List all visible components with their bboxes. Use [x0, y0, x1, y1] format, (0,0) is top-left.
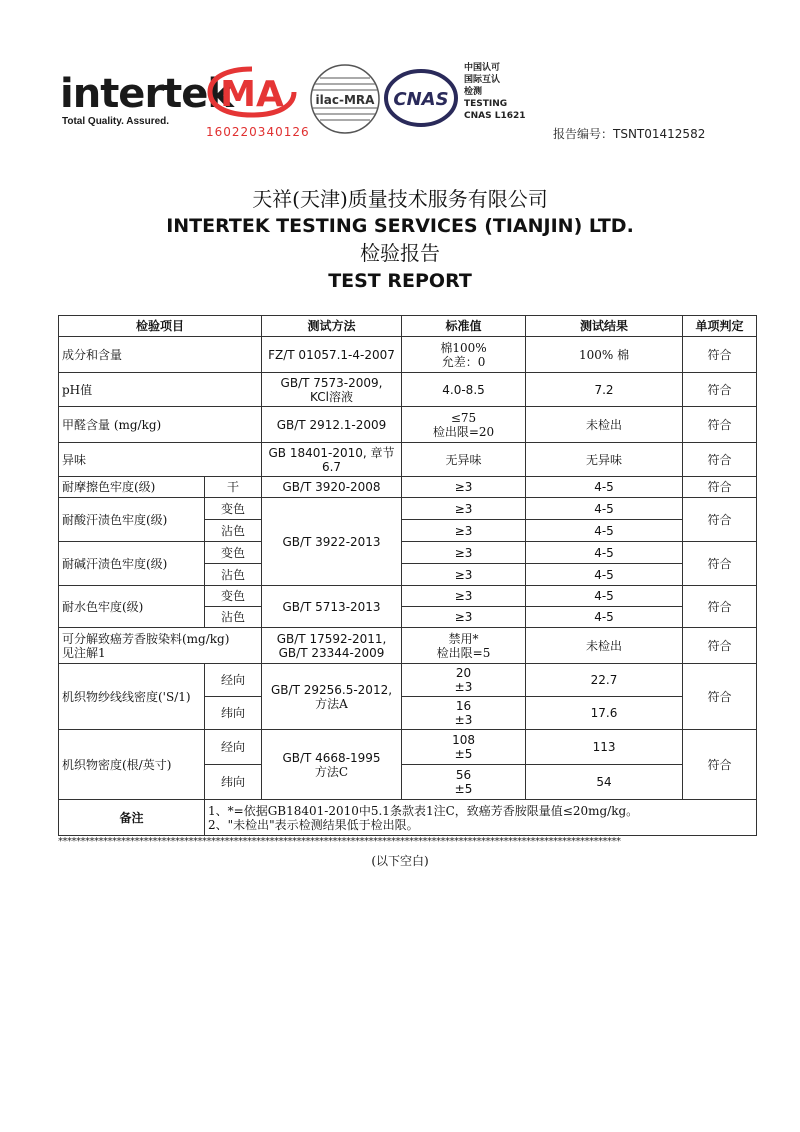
standard-cell: 4.0-8.5 [402, 373, 526, 407]
sub-item-cell: 沾色 [205, 607, 262, 628]
company-name-en: INTERTEK TESTING SERVICES (TIANJIN) LTD. [166, 215, 634, 237]
item-line: 见注解1 [62, 645, 106, 660]
item-cell: 异味 [59, 443, 262, 477]
standard-cell [402, 765, 526, 800]
method-line: GB/T 29256.5-2012, [271, 682, 393, 697]
standard-line: ±3 [454, 713, 473, 727]
verdict-cell: 符合 [683, 373, 757, 407]
standard-line: 检出限=20 [432, 424, 495, 439]
test-results-table [58, 315, 757, 836]
standard-line: 允差：0 [441, 354, 486, 369]
standard-cell: ≥3 [402, 607, 526, 628]
standard-cell: ≥3 [402, 520, 526, 542]
sub-item-cell: 纬向 [205, 697, 262, 730]
method-line: GB/T 7573-2009, [280, 375, 383, 390]
cnas-caption-line: TESTING [464, 99, 508, 109]
col-header-result: 测试结果 [526, 316, 683, 337]
standard-line: ≤75 [450, 410, 477, 425]
remarks-row [59, 800, 757, 836]
ma-logo [206, 66, 298, 118]
result-cell: 4-5 [526, 477, 683, 498]
standard-line: ±5 [454, 782, 473, 796]
remark-line: 2、"未检出"表示检测结果低于检出限。 [208, 817, 419, 832]
standard-line: 禁用* [448, 631, 479, 646]
item-cell: 耐碱汗渍色牢度(级) [59, 542, 205, 586]
result-cell: 7.2 [526, 373, 683, 407]
method-line: 方法A [315, 696, 348, 711]
cnas-logo [384, 68, 458, 128]
sub-item-cell: 变色 [205, 498, 262, 520]
standard-cell [402, 407, 526, 443]
method-cell [262, 730, 402, 800]
result-cell: 4-5 [526, 586, 683, 607]
result-cell: 4-5 [526, 542, 683, 564]
result-cell: 未检出 [526, 628, 683, 664]
method-cell: GB/T 3920-2008 [262, 477, 402, 498]
cnas-caption-line: 中国认可 [464, 63, 501, 73]
standard-cell: 无异味 [402, 443, 526, 477]
ilac-logo-text: ilac-MRA [315, 93, 375, 107]
verdict-cell: 符合 [683, 407, 757, 443]
standard-cell: ≥3 [402, 542, 526, 564]
method-cell [262, 373, 402, 407]
item-cell: 耐摩擦色牢度(级) [59, 477, 205, 498]
standard-cell: ≥3 [402, 586, 526, 607]
standard-line: 检出限=5 [436, 645, 491, 660]
item-cell: 成分和含量 [59, 337, 262, 373]
method-cell: GB/T 3922-2013 [262, 498, 402, 586]
method-cell [262, 664, 402, 730]
result-cell: 54 [526, 765, 683, 800]
item-cell: 甲醛含量 (mg/kg) [59, 407, 262, 443]
verdict-cell: 符合 [683, 337, 757, 373]
method-cell [262, 443, 402, 477]
table-row [59, 373, 757, 407]
ilac-mra-logo [308, 62, 382, 136]
remarks-content [205, 800, 757, 836]
result-cell: 113 [526, 730, 683, 765]
verdict-cell: 符合 [683, 443, 757, 477]
standard-line: 16 [455, 699, 472, 713]
method-cell: FZ/T 01057.1-4-2007 [262, 337, 402, 373]
col-header-item: 检验项目 [59, 316, 262, 337]
star-separator: ***************************************************************************************************************************** [58, 836, 621, 847]
ma-code: 160220340126 [206, 125, 310, 139]
table-row [59, 407, 757, 443]
cnas-caption-line: 国际互认 [464, 75, 501, 85]
sub-item-cell: 干 [205, 477, 262, 498]
sub-item-cell: 经向 [205, 664, 262, 697]
remark-line: 1、*=依据GB18401-2010中5.1条款表1注C，致癌芳香胺限量值≤20mg/kg。 [208, 803, 639, 818]
standard-cell: ≥3 [402, 477, 526, 498]
standard-line: 20 [455, 666, 472, 680]
result-cell: 4-5 [526, 607, 683, 628]
method-cell [262, 628, 402, 664]
intertek-logo-tagline: Total Quality. Assured. [62, 116, 170, 127]
report-title-cn: 检验报告 [360, 241, 440, 265]
sub-item-cell: 纬向 [205, 765, 262, 800]
standard-cell: ≥3 [402, 498, 526, 520]
cnas-caption-line: CNAS L1621 [464, 111, 526, 121]
standard-cell [402, 337, 526, 373]
method-cell: GB/T 2912.1-2009 [262, 407, 402, 443]
table-row [59, 628, 757, 664]
standard-cell [402, 730, 526, 765]
item-cell: pH值 [59, 373, 262, 407]
col-header-method: 测试方法 [262, 316, 402, 337]
table-row [59, 664, 757, 697]
blank-below-note: (以下空白) [371, 854, 429, 868]
standard-line: 108 [452, 733, 475, 747]
result-cell: 4-5 [526, 498, 683, 520]
verdict-cell: 符合 [683, 477, 757, 498]
sub-item-cell: 沾色 [205, 520, 262, 542]
item-line: 可分解致癌芳香胺染料(mg/kg) [62, 631, 230, 646]
standard-line: 56 [455, 768, 472, 782]
table-row [59, 498, 757, 520]
table-row [59, 477, 757, 498]
verdict-cell: 符合 [683, 730, 757, 800]
cnas-caption [464, 62, 526, 122]
item-cell: 机织物密度(根/英寸) [59, 730, 205, 800]
item-cell [59, 628, 262, 664]
remarks-label: 备注 [59, 800, 205, 836]
title-block [0, 186, 800, 296]
standard-cell [402, 697, 526, 730]
item-cell: 机织物纱线线密度('S/1) [59, 664, 205, 730]
method-line: 方法C [314, 764, 349, 779]
table-row [59, 337, 757, 373]
company-name-cn: 天祥(天津)质量技术服务有限公司 [252, 187, 548, 211]
col-header-verdict: 单项判定 [683, 316, 757, 337]
sub-item-cell: 沾色 [205, 564, 262, 586]
method-line: KCl溶液 [310, 389, 353, 404]
cnas-caption-line: 检测 [464, 87, 483, 97]
col-header-standard: 标准值 [402, 316, 526, 337]
intertek-logo-word: intertek [60, 71, 234, 117]
result-cell: 未检出 [526, 407, 683, 443]
result-cell: 22.7 [526, 664, 683, 697]
standard-line: ±3 [454, 680, 473, 694]
verdict-cell: 符合 [683, 498, 757, 542]
table-row [59, 542, 757, 564]
sub-item-cell: 经向 [205, 730, 262, 765]
standard-cell: ≥3 [402, 564, 526, 586]
ma-logo-text: MA [220, 74, 284, 115]
report-title-en: TEST REPORT [328, 270, 472, 292]
verdict-cell: 符合 [683, 542, 757, 586]
method-line: GB 18401-2010, 章节 [268, 445, 395, 460]
result-cell: 4-5 [526, 564, 683, 586]
method-line: 6.7 [321, 459, 342, 474]
method-cell: GB/T 5713-2013 [262, 586, 402, 628]
sub-item-cell: 变色 [205, 542, 262, 564]
result-cell: 4-5 [526, 520, 683, 542]
verdict-cell: 符合 [683, 664, 757, 730]
method-line: GB/T 4668-1995 [282, 750, 381, 765]
item-cell: 耐酸汗渍色牢度(级) [59, 498, 205, 542]
table-header-row [59, 316, 757, 337]
standard-line: 棉100% [440, 340, 487, 355]
result-cell: 100% 棉 [526, 337, 683, 373]
standard-line: ±5 [454, 747, 473, 761]
verdict-cell: 符合 [683, 586, 757, 628]
result-cell: 17.6 [526, 697, 683, 730]
table-row [59, 586, 757, 607]
table-row [59, 443, 757, 477]
verdict-cell: 符合 [683, 628, 757, 664]
standard-cell [402, 628, 526, 664]
item-cell: 耐水色牢度(级) [59, 586, 205, 628]
standard-cell [402, 664, 526, 697]
report-number: 报告编号：TSNT01412582 [553, 127, 706, 141]
cnas-logo-text: CNAS [393, 89, 449, 110]
table-row [59, 730, 757, 765]
method-line: GB/T 23344-2009 [278, 645, 385, 660]
sub-item-cell: 变色 [205, 586, 262, 607]
method-line: GB/T 17592-2011, [276, 631, 387, 646]
result-cell: 无异味 [526, 443, 683, 477]
